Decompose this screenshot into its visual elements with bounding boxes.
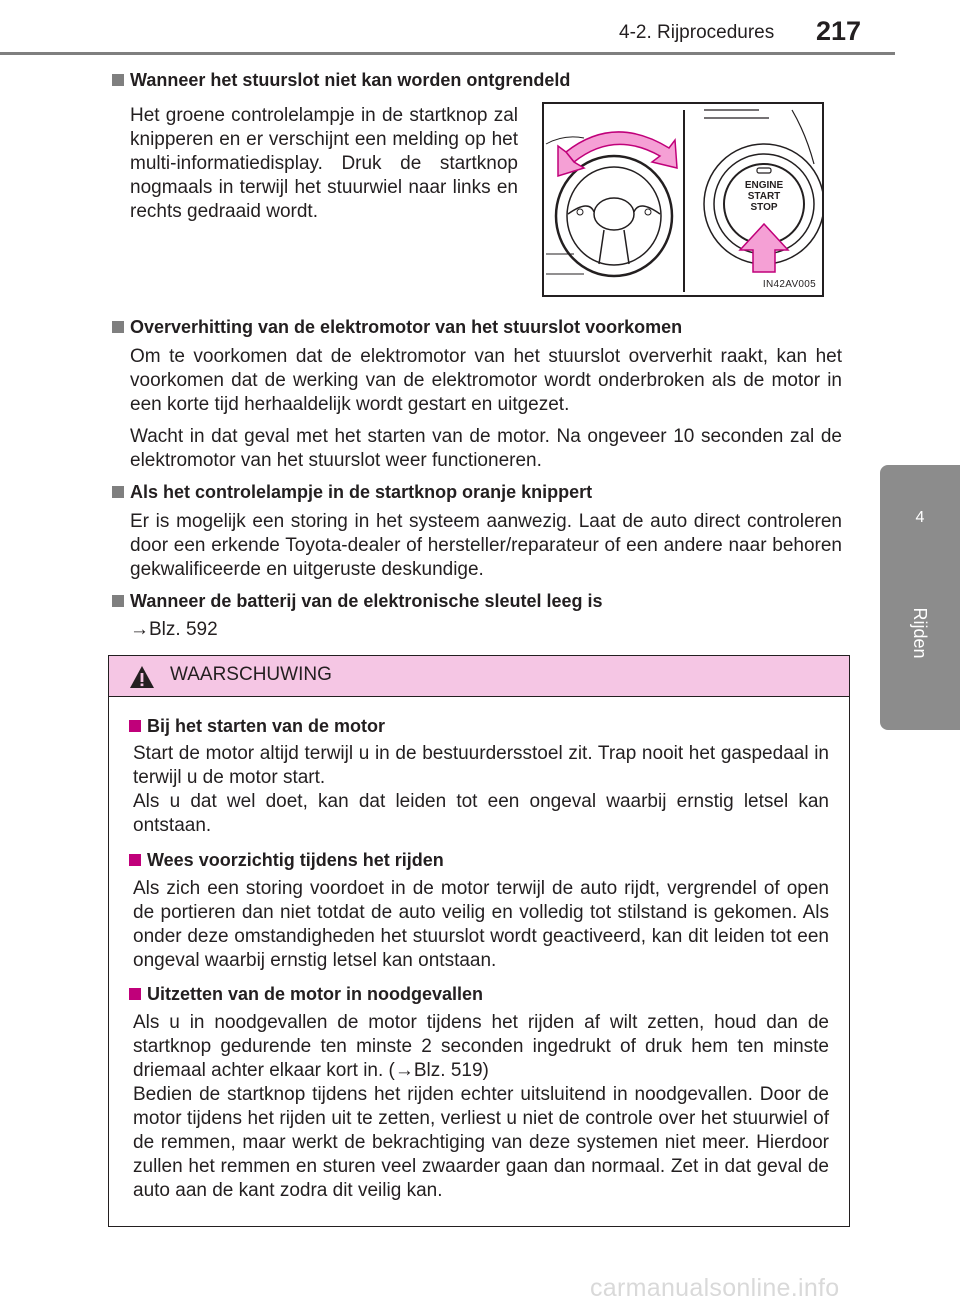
- steering-lock-illustration: [542, 102, 824, 297]
- bullet-square-icon: [129, 854, 141, 866]
- start-button-label: ENGINE START STOP: [744, 180, 784, 213]
- section-heading: Wanneer de batterij van de elektronische sleutel leeg is: [112, 590, 603, 612]
- warning-item-text: Als zich een storing voordoet in de motor terwijl de auto rijdt, vergrendel of open de portieren dan niet totdat de auto veilig en volledig tot stilstand is gekomen. Als onder deze omstandigheden het stuurslot wordt geactiveerd, kan dit leiden tot een ongeval waarbij ernstig letsel kan ontstaan.: [133, 878, 829, 971]
- warning-item-heading: Uitzetten van de motor in noodgevallen: [129, 983, 483, 1005]
- header-section-title: 4-2. Rijprocedures: [619, 22, 775, 43]
- warning-item-heading: Wees voorzichtig tijdens het rijden: [129, 849, 444, 871]
- page-reference-link[interactable]: →Blz. 592: [130, 619, 218, 640]
- section-heading: Wanneer het stuurslot niet kan worden ontgrendeld: [112, 69, 570, 91]
- warning-item-text: Start de motor altijd terwijl u in de bestuurdersstoel zit. Trap nooit het gaspedaal in terwijl u de motor start. Als u dat wel doet, kan dat leiden tot een ongeval waarbij ernstig letsel kan ontstaan.: [133, 743, 829, 836]
- chapter-number: 4: [915, 509, 925, 526]
- section-heading: Oververhitting van de elektromotor van het stuurslot voorkomen: [112, 316, 682, 338]
- watermark: carmanualsonline.info: [590, 1274, 840, 1302]
- warning-box: [108, 655, 850, 1227]
- chapter-label: Rijden: [910, 607, 931, 659]
- section-text: Wacht in dat geval met het starten van de motor. Na ongeveer 10 seconden zal de elektromotor van het stuurslot weer functioneren.: [130, 426, 842, 471]
- bullet-square-icon: [112, 486, 124, 498]
- bullet-square-icon: [129, 720, 141, 732]
- bullet-square-icon: [112, 595, 124, 607]
- bullet-square-icon: [129, 988, 141, 1000]
- bullet-square-icon: [112, 74, 124, 86]
- page-number: 217: [816, 16, 862, 46]
- chapter-side-tab: [880, 465, 960, 730]
- warning-item-text: Als u in noodgevallen de motor tijdens het rijden af wilt zetten, houd dan de startknop gedurende ten minste 2 seconden ingedrukt of druk hem ten minste driemaal achter elkaar kort in. (→Blz. 519) Bedien de startknop tijdens het rijden echter uitsluitend in noodgevallen. Door de motor tijdens het rijden uit te zetten, verliest u niet de controle over het stuurwiel of de remmen, maar werkt de bekrachtiging van deze systemen niet meer. Hierdoor zullen het remmen en sturen veel zwaarder gaan dan normaal. Zet in dat geval de auto aan de kant zodra dit veilig kan.: [133, 1012, 829, 1201]
- warning-title: WAARSCHUWING: [170, 664, 332, 685]
- warning-item-heading: Bij het starten van de motor: [129, 715, 385, 737]
- figure-code: IN42AV005: [762, 279, 816, 290]
- bullet-square-icon: [112, 321, 124, 333]
- header-rule: [0, 52, 895, 55]
- warning-header: [109, 656, 849, 697]
- section-heading: Als het controlelampje in de startknop oranje knippert: [112, 481, 592, 503]
- warning-triangle-icon: [129, 665, 155, 689]
- section-text: Het groene controlelampje in de startknop zal knipperen en er verschijnt een melding op het multi-informatiedisplay. Druk de startknop nogmaals in terwijl het stuurwiel naar links en rechts gedraaid wordt.: [130, 105, 518, 222]
- section-text: Er is mogelijk een storing in het systeem aanwezig. Laat de auto direct controleren door een erkende Toyota-dealer of hersteller/reparateur of een andere naar behoren gekwalificeerde en uitgeruste deskundige.: [130, 511, 842, 580]
- section-text: Om te voorkomen dat de elektromotor van het stuurslot oververhit raakt, kan het voorkomen dat de werking van de elektromotor wordt onderbroken als de motor in een korte tijd herhaaldelijk wordt gestart en uitgezet.: [130, 346, 842, 415]
